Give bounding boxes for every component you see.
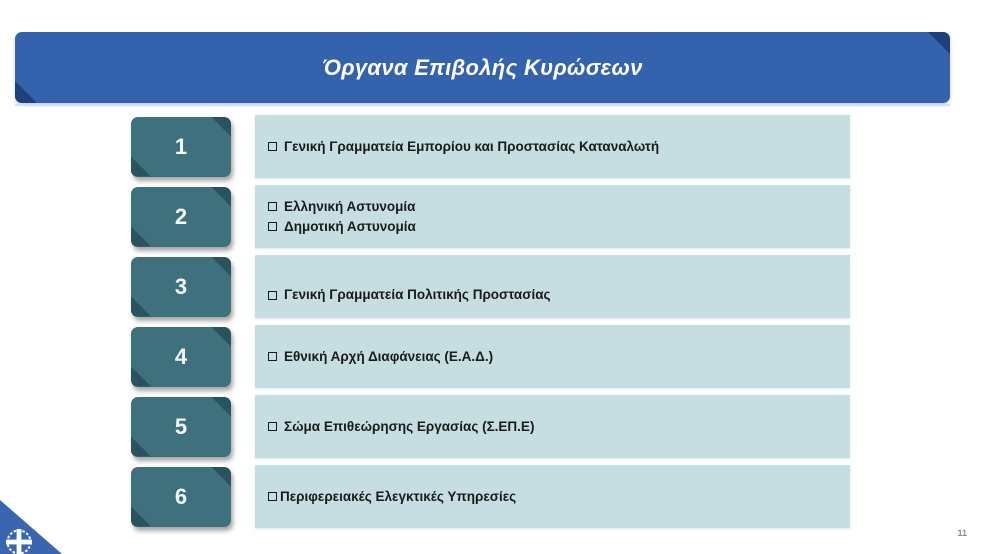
item-text: Περιφερειακές Ελεγκτικές Υπηρεσίες [280,488,517,504]
list-item [131,115,850,178]
item-text: Σώμα Επιθεώρησης Εργασίας (Σ.ΕΠ.Ε) [284,418,535,434]
item-number: 6 [174,483,188,509]
checkbox-square-icon [268,422,277,431]
checkbox-square-icon [268,352,277,361]
items-list [131,115,850,535]
page-number: 11 [957,528,967,538]
item-number-badge [131,187,231,247]
item-number: 2 [174,203,188,229]
checkbox-square-icon [268,492,277,501]
item-line [268,197,840,217]
item-text-box [255,465,850,528]
item-line [268,347,840,367]
item-number-badge [131,467,231,527]
item-text: Γενική Γραμματεία Πολιτικής Προστασίας [284,287,551,303]
item-text-box [255,255,850,318]
item-number-badge [131,327,231,387]
item-text: Δημοτική Αστυνομία [284,218,416,234]
checkbox-square-icon [268,142,277,151]
item-text: Εθνική Αρχή Διαφάνειας (Ε.Α.Δ.) [284,348,494,364]
banner-underline [15,104,950,106]
item-line [268,217,840,237]
checkbox-square-icon [268,222,277,231]
item-number-badge [131,257,231,317]
checkbox-square-icon [268,291,277,300]
title-banner [15,32,950,103]
item-number-badge [131,397,231,457]
list-item [131,395,850,458]
item-text-box [255,395,850,458]
list-item [131,325,850,388]
item-number: 1 [174,133,188,159]
item-text: Γενική Γραμματεία Εμπορίου και Προστασίας Καταναλωτή [284,138,660,154]
item-line [268,137,840,157]
item-text-box [255,185,850,248]
list-item [131,465,850,528]
checkbox-square-icon [268,202,277,211]
item-text-box [255,115,850,178]
item-text-box [255,325,850,388]
list-item [131,255,850,318]
item-text: Ελληνική Αστυνομία [284,198,416,214]
item-line [268,417,840,437]
item-number-badge [131,117,231,177]
list-item [131,185,850,248]
item-number: 3 [174,273,188,299]
greek-cross-emblem-icon [2,525,36,554]
item-number: 5 [174,413,188,439]
item-line [268,285,840,305]
item-number: 4 [174,343,188,369]
item-line [268,487,840,507]
page-title: Όργανα Επιβολής Κυρώσεων [322,54,643,80]
